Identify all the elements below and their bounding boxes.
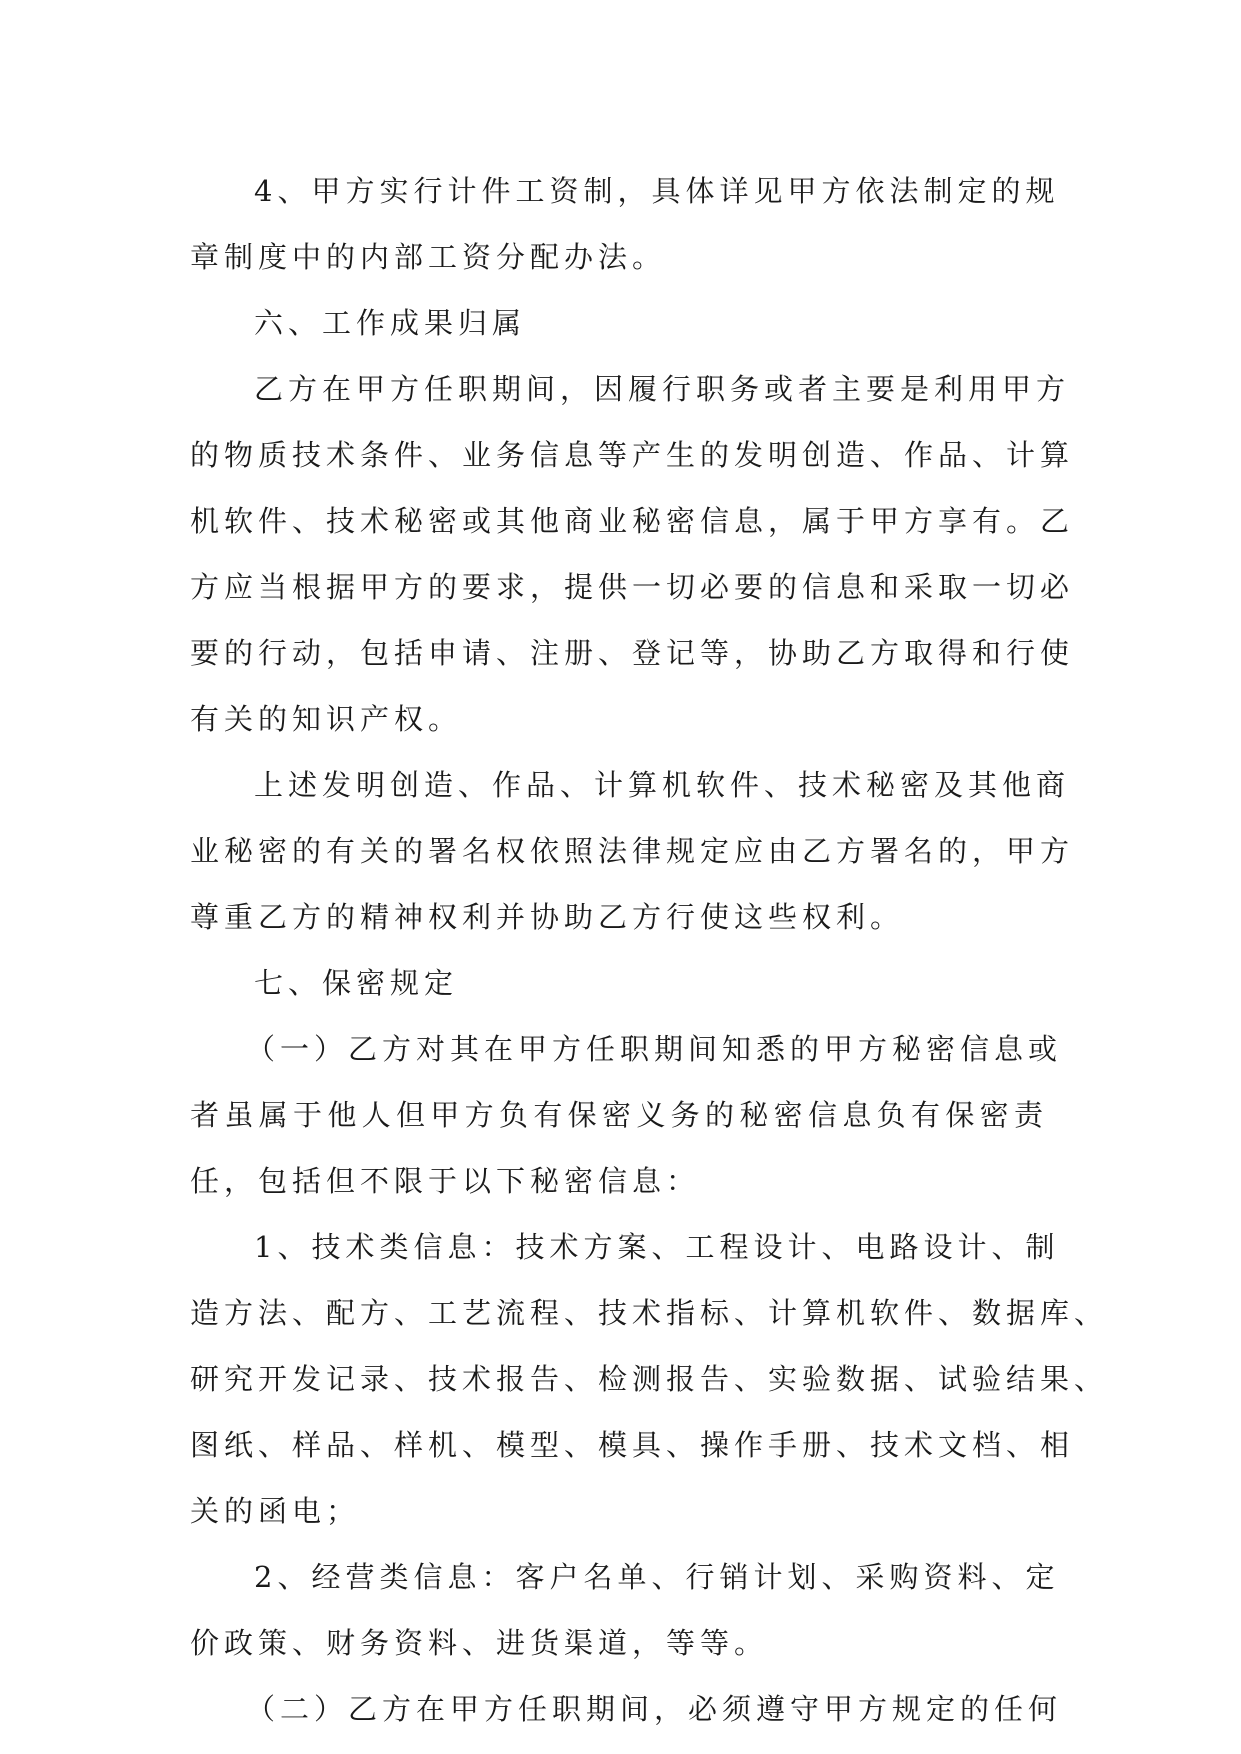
heading-text: 七、保密规定 xyxy=(254,966,459,1000)
text-line: 价政策、财务资料、进货渠道，等等。 xyxy=(190,1626,769,1660)
document-page xyxy=(190,158,1109,1742)
text-line: （一）乙方对其在甲方任职期间知悉的甲方秘密信息或 xyxy=(246,1032,1063,1066)
text-line: 上述发明创造、作品、计算机软件、技术秘密及其他商 xyxy=(254,768,1071,802)
heading-text: 六、工作成果归属 xyxy=(254,306,527,340)
text-line: 2、经营类信息：客户名单、行销计划、采购资料、定 xyxy=(254,1560,1060,1594)
text-line: 乙方在甲方任职期间，因履行职务或者主要是利用甲方 xyxy=(254,372,1071,406)
section-heading-7 xyxy=(190,950,1048,1016)
text-line: 的物质技术条件、业务信息等产生的发明创造、作品、计算 xyxy=(190,438,1075,472)
paragraph-wage-system xyxy=(190,158,1060,290)
text-line: 造方法、配方、工艺流程、技术指标、计算机软件、数据库、 xyxy=(190,1296,1109,1330)
section-heading-6 xyxy=(190,290,1048,356)
paragraph-confidentiality-1 xyxy=(190,1016,1063,1214)
paragraph-work-ownership xyxy=(190,356,1075,752)
paragraph-authorship xyxy=(190,752,1075,950)
text-line: （二）乙方在甲方任职期间，必须遵守甲方规定的任何 xyxy=(246,1692,1063,1726)
text-line: 有关的知识产权。 xyxy=(190,702,463,736)
text-line: 4、甲方实行计件工资制，具体详见甲方依法制定的规 xyxy=(254,174,1060,208)
text-line: 章制度中的内部工资分配办法。 xyxy=(190,240,667,274)
text-line: 关的函电； xyxy=(190,1494,361,1528)
text-line: 研究开发记录、技术报告、检测报告、实验数据、试验结果、 xyxy=(190,1362,1109,1396)
paragraph-confidentiality-2 xyxy=(190,1676,1063,1742)
text-line: 1、技术类信息：技术方案、工程设计、电路设计、制 xyxy=(254,1230,1060,1264)
paragraph-technical-info xyxy=(190,1214,1109,1544)
text-line: 要的行动，包括申请、注册、登记等，协助乙方取得和行使 xyxy=(190,636,1075,670)
text-line: 尊重乙方的精神权利并协助乙方行使这些权利。 xyxy=(190,900,905,934)
text-line: 机软件、技术秘密或其他商业秘密信息，属于甲方享有。乙 xyxy=(190,504,1075,538)
text-line: 任，包括但不限于以下秘密信息： xyxy=(190,1164,701,1198)
text-line: 图纸、样品、样机、模型、模具、操作手册、技术文档、相 xyxy=(190,1428,1075,1462)
paragraph-business-info xyxy=(190,1544,1060,1676)
text-line: 业秘密的有关的署名权依照法律规定应由乙方署名的，甲方 xyxy=(190,834,1075,868)
text-line: 方应当根据甲方的要求，提供一切必要的信息和采取一切必 xyxy=(190,570,1075,604)
text-line: 者虽属于他人但甲方负有保密义务的秘密信息负有保密责 xyxy=(190,1098,1048,1132)
